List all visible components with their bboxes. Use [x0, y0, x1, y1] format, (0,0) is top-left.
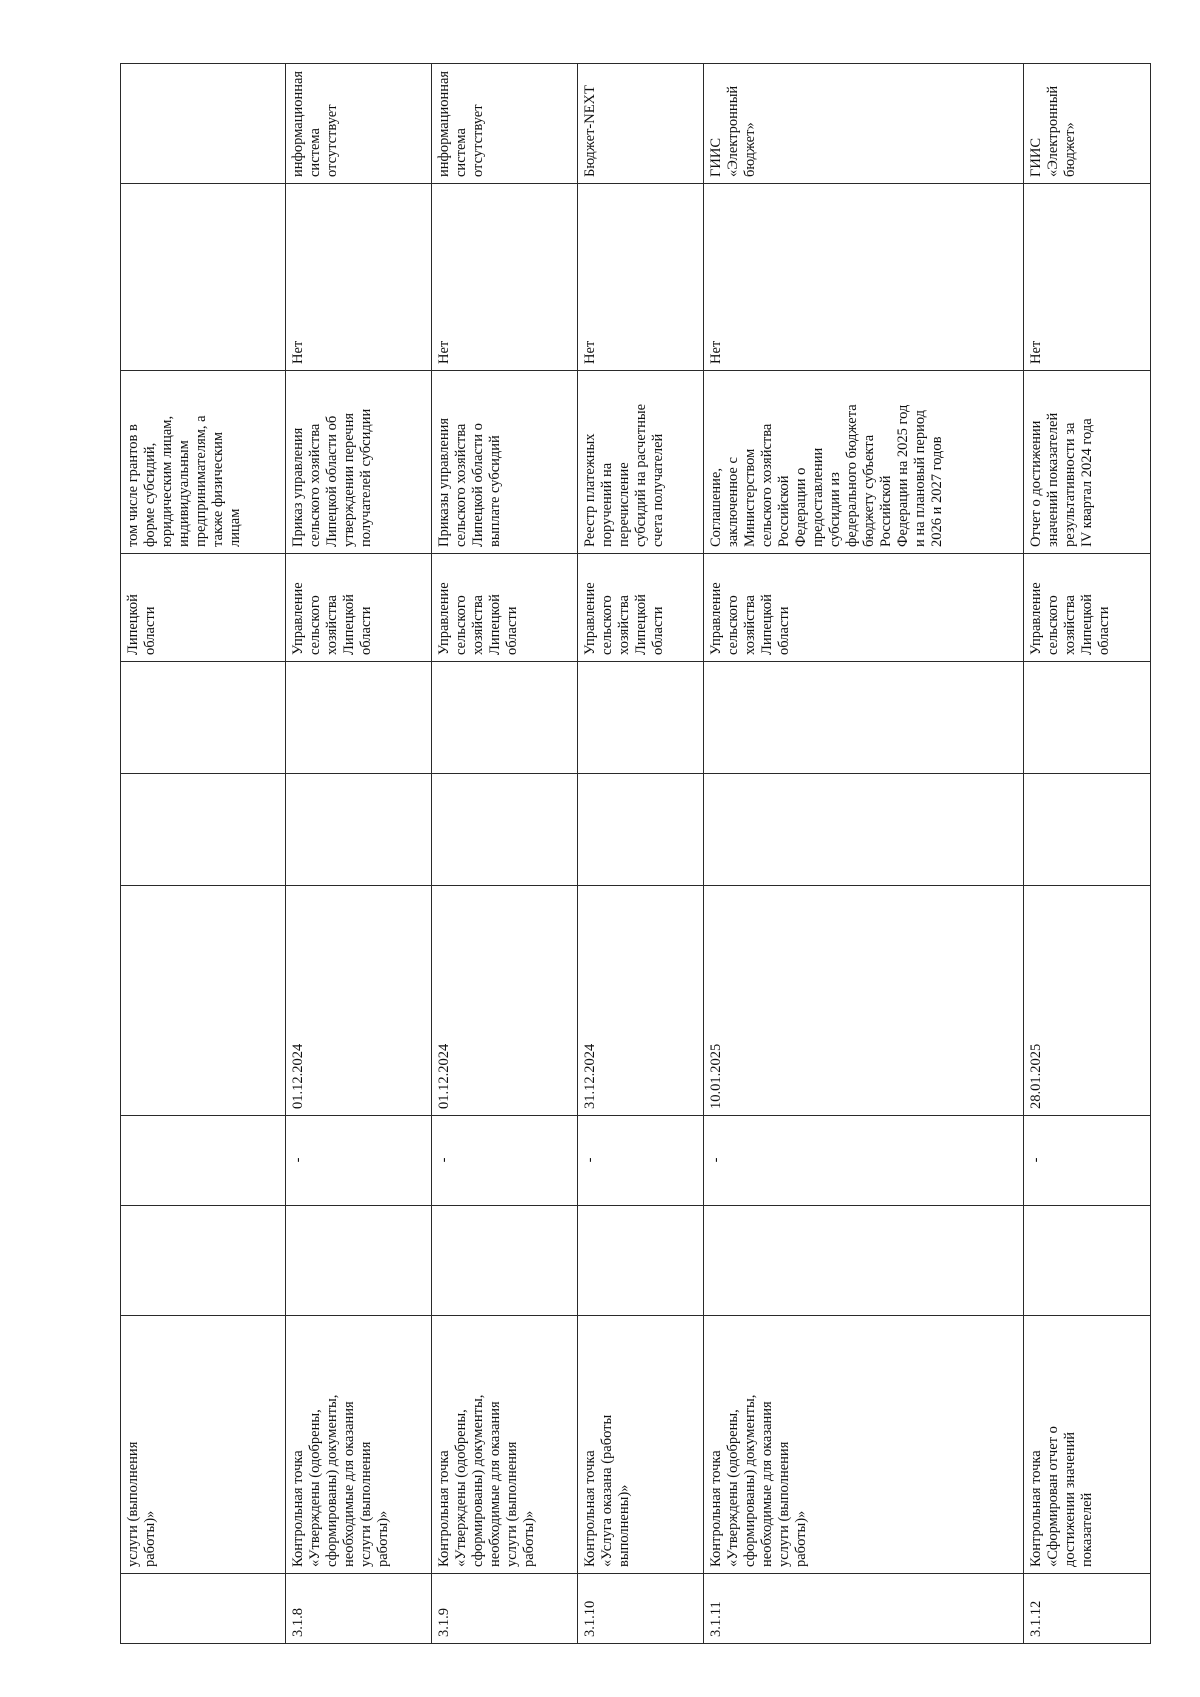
table-row — [286, 64, 432, 1644]
control-point-name: Контрольная точка «Утверждены (одобрены, сформированы) документы, необходимые для оказания услуги (выполнения работы)» — [286, 1316, 432, 1574]
flag-cell — [121, 184, 286, 371]
empty-cell — [286, 774, 432, 886]
date-cell — [121, 886, 286, 1116]
flag-cell: Нет — [578, 184, 704, 371]
empty-cell — [578, 662, 704, 774]
dash-cell: - — [704, 1116, 1024, 1206]
empty-cell — [286, 1206, 432, 1316]
control-point-name: Контрольная точка «Услуга оказана (работы выполнены)» — [578, 1316, 704, 1574]
responsible-org: Управление сельского хозяйства Липецкой области — [286, 554, 432, 662]
rotated-table-wrapper — [120, 64, 1150, 1644]
document-cell: Реестр платежных поручений на перечисление субсидий на расчетные счета получателей — [578, 371, 704, 554]
empty-cell — [704, 662, 1024, 774]
row-number: 3.1.9 — [432, 1574, 578, 1644]
responsible-org: Управление сельского хозяйства Липецкой области — [432, 554, 578, 662]
table-row — [578, 64, 704, 1644]
date-cell: 28.01.2025 — [1024, 886, 1151, 1116]
empty-cell — [121, 1206, 286, 1316]
information-system — [121, 64, 286, 184]
responsible-org: Управление сельского хозяйства Липецкой области — [1024, 554, 1151, 662]
flag-cell: Нет — [704, 184, 1024, 371]
flag-cell: Нет — [432, 184, 578, 371]
empty-cell — [432, 774, 578, 886]
document-cell: Приказы управления сельского хозяйства Липецкой области о выплате субсидий — [432, 371, 578, 554]
row-number — [121, 1574, 286, 1644]
row-number: 3.1.8 — [286, 1574, 432, 1644]
control-point-name: Контрольная точка «Утверждены (одобрены, сформированы) документы, необходимые для оказания услуги (выполнения работы)» — [432, 1316, 578, 1574]
control-point-name: Контрольная точка «Утверждены (одобрены, сформированы) документы, необходимые для оказания услуги (выполнения работы)» — [704, 1316, 1024, 1574]
empty-cell — [432, 662, 578, 774]
empty-cell — [704, 1206, 1024, 1316]
empty-cell — [432, 1206, 578, 1316]
information-system: ГИИС «Электронный бюджет» — [1024, 64, 1151, 184]
table-row — [1024, 64, 1151, 1644]
table-row — [121, 64, 286, 1644]
empty-cell — [578, 774, 704, 886]
empty-cell — [121, 774, 286, 886]
row-number: 3.1.10 — [578, 1574, 704, 1644]
empty-cell — [704, 774, 1024, 886]
flag-cell: Нет — [286, 184, 432, 371]
information-system: Бюджет-NEXT — [578, 64, 704, 184]
empty-cell — [286, 662, 432, 774]
row-number: 3.1.12 — [1024, 1574, 1151, 1644]
dash-cell — [121, 1116, 286, 1206]
date-cell: 10.01.2025 — [704, 886, 1024, 1116]
control-point-name: услуги (выполнения работы)» — [121, 1316, 286, 1574]
document-cell: том числе грантов в форме субсидий, юридическим лицам, индивидуальным предпринимателям, а также физическим лицам — [121, 371, 286, 554]
empty-cell — [578, 1206, 704, 1316]
control-point-name: Контрольная точка «Сформирован отчет о достижении значений показателей — [1024, 1316, 1151, 1574]
information-system: информационная система отсутствует — [286, 64, 432, 184]
information-system: информационная система отсутствует — [432, 64, 578, 184]
table-row — [704, 64, 1024, 1644]
responsible-org: Управление сельского хозяйства Липецкой области — [578, 554, 704, 662]
document-cell: Приказ управления сельского хозяйства Липецкой области об утверждении перечня получателей субсидии — [286, 371, 432, 554]
flag-cell: Нет — [1024, 184, 1151, 371]
empty-cell — [1024, 662, 1151, 774]
information-system: ГИИС «Электронный бюджет» — [704, 64, 1024, 184]
empty-cell — [121, 662, 286, 774]
document-cell: Отчет о достижении значений показателей результативности за IV квартал 2024 года — [1024, 371, 1151, 554]
empty-cell — [1024, 774, 1151, 886]
responsible-org: Управление сельского хозяйства Липецкой области — [704, 554, 1024, 662]
table-body — [121, 64, 1151, 1644]
responsible-org: Липецкой области — [121, 554, 286, 662]
document-cell: Соглашение, заключенное с Министерством сельского хозяйства Российской Федерации о предоставлении субсидии из федерального бюджета бюджету субъекта Российской Федерации на 2025 год и на плановый период 2026 и 2027 годов — [704, 371, 1024, 554]
dash-cell: - — [286, 1116, 432, 1206]
empty-cell — [1024, 1206, 1151, 1316]
date-cell: 01.12.2024 — [432, 886, 578, 1116]
dash-cell: - — [578, 1116, 704, 1206]
dash-cell: - — [1024, 1116, 1151, 1206]
date-cell: 01.12.2024 — [286, 886, 432, 1116]
dash-cell: - — [432, 1116, 578, 1206]
row-number: 3.1.11 — [704, 1574, 1024, 1644]
date-cell: 31.12.2024 — [578, 886, 704, 1116]
table-row — [432, 64, 578, 1644]
control-points-table — [120, 63, 1151, 1644]
